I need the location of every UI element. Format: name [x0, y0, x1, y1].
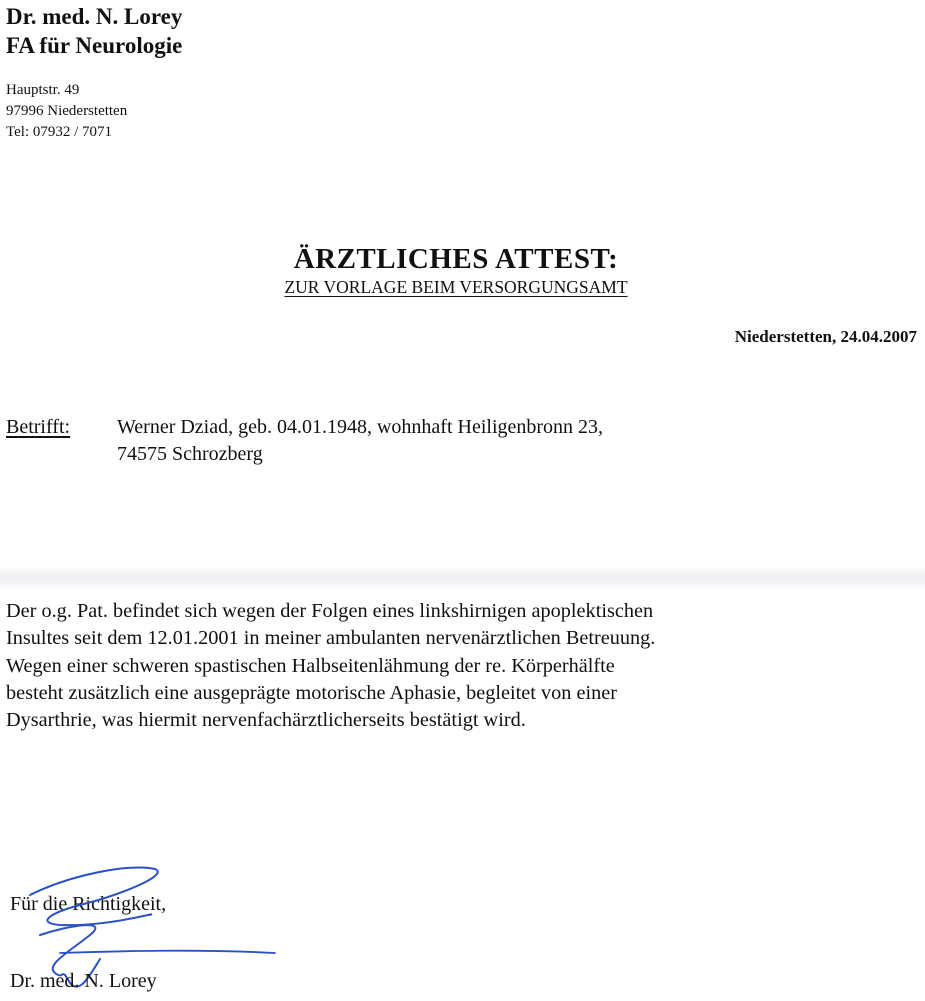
scan-artifact	[0, 566, 925, 590]
doctor-specialty: FA für Neurologie	[6, 33, 183, 58]
body-line: Der o.g. Pat. befindet sich wegen der Folgen eines linkshirnigen apoplektischen	[6, 600, 654, 622]
subject-line-2: 74575 Schrozberg	[117, 443, 263, 465]
place-date: Niederstetten, 24.04.2007	[734, 327, 917, 346]
closing-phrase: Für die Richtigkeit,	[10, 893, 167, 915]
signer-name: Dr. med. N. Lorey	[10, 970, 157, 992]
subject-line-1: Werner Dziad, geb. 04.01.1948, wohnhaft Heiligenbronn 23,	[117, 416, 604, 438]
document-title: ÄRZTLICHES ATTEST:	[293, 243, 619, 275]
body-line: Dysarthrie, was hiermit nervenfachärztlicherseits bestätigt wird.	[6, 709, 526, 732]
document-subtitle	[0, 277, 912, 298]
body-line: Wegen einer schweren spastischen Halbseitenlähmung der re. Körperhälfte	[6, 654, 615, 677]
attest-body	[6, 598, 655, 734]
body-line: besteht zusätzlich eine ausgeprägte motorische Aphasie, begleitet von einer	[6, 681, 618, 704]
subject-label: Betrifft:	[6, 416, 71, 438]
address-city: 97996 Niederstetten	[6, 103, 128, 119]
address-phone: Tel: 07932 / 7071	[6, 124, 113, 140]
doctor-name: Dr. med. N. Lorey	[6, 4, 183, 29]
body-line: Insultes seit dem 12.01.2001 in meiner ambulanten nervenärztlichen Betreuung.	[6, 627, 656, 650]
address-street: Hauptstr. 49	[6, 82, 80, 98]
document-subtitle-text: ZUR VORLAGE BEIM VERSORGUNGSAMT	[284, 277, 628, 297]
